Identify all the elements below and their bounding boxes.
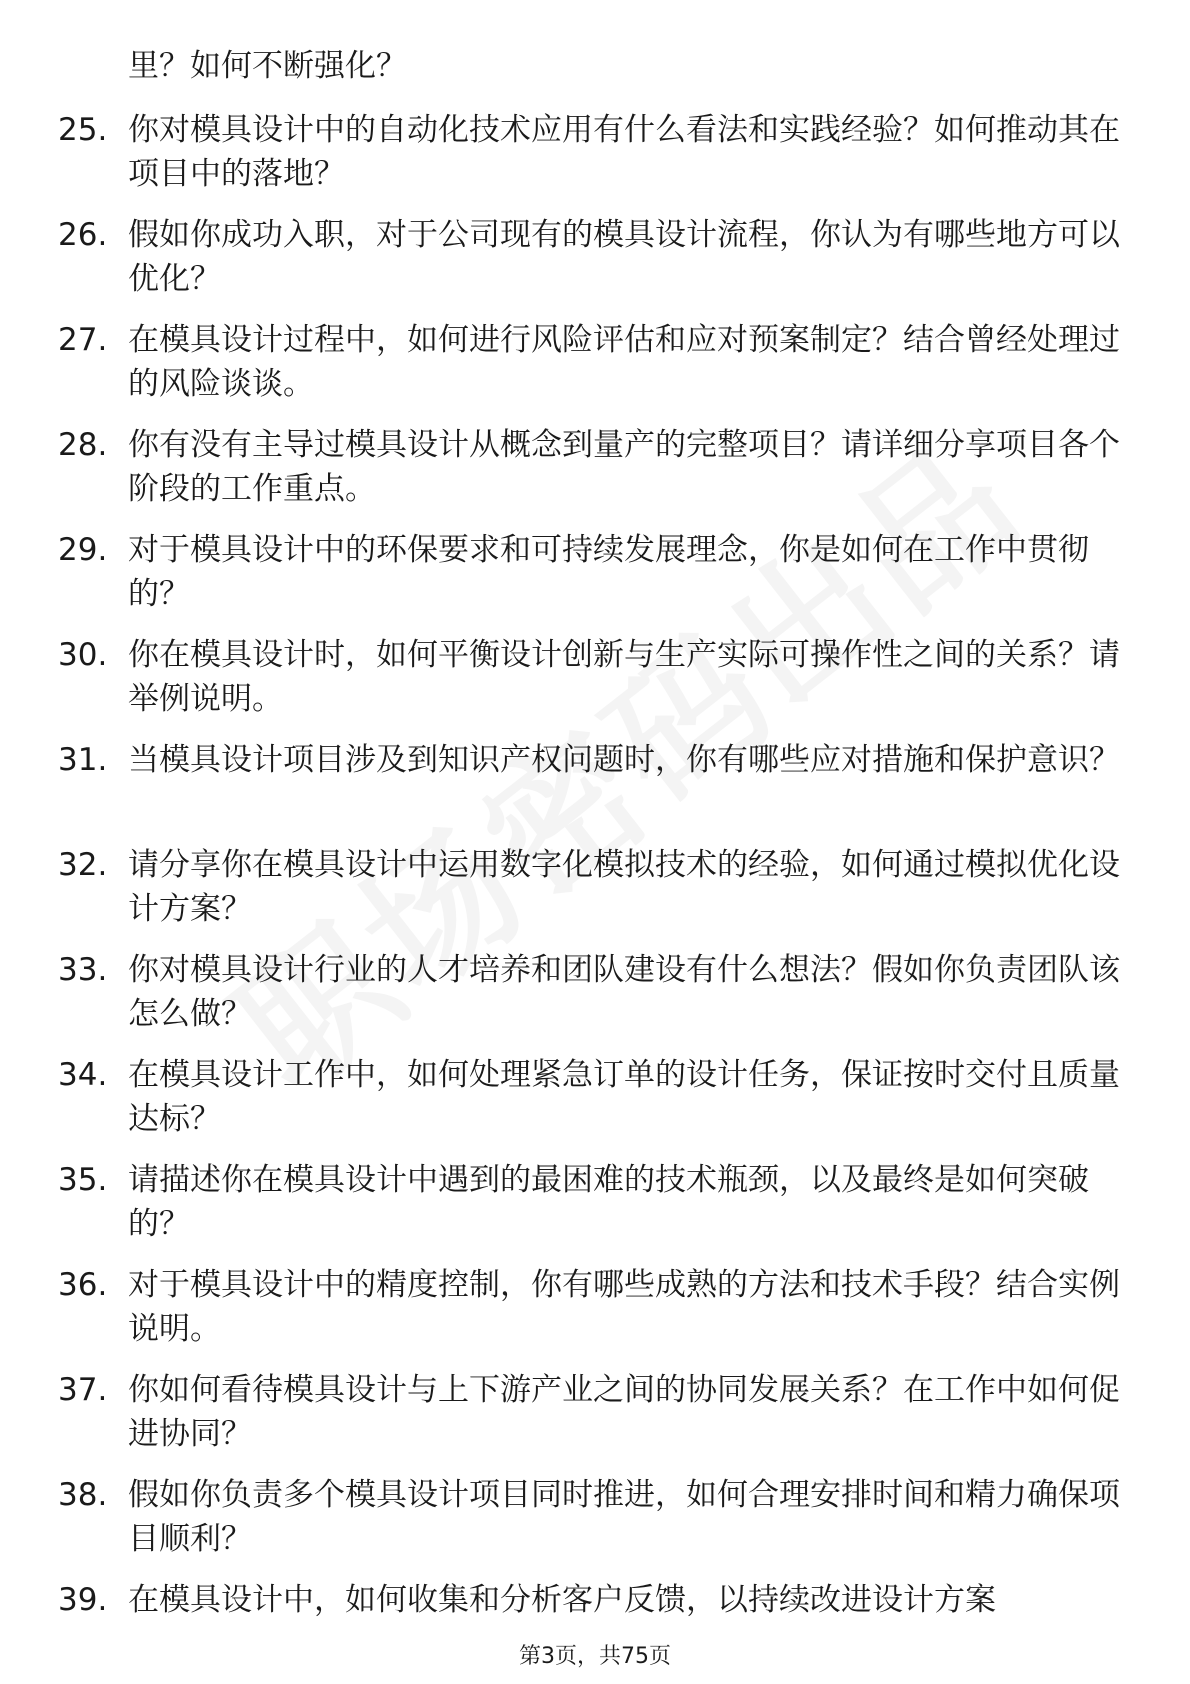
list-item bbox=[0, 1263, 1190, 1368]
item-text: 假如你成功入职，对于公司现有的模具设计流程，你认为有哪些地方可以优化？ bbox=[128, 217, 1120, 297]
item-number: 36. bbox=[58, 1267, 108, 1303]
item-number: 34. bbox=[58, 1057, 108, 1093]
list-item bbox=[0, 108, 1190, 213]
list-item bbox=[0, 633, 1190, 738]
item-text: 在模具设计过程中，如何进行风险评估和应对预案制定？结合曾经处理过的风险谈谈。 bbox=[128, 322, 1120, 402]
item-number: 27. bbox=[58, 322, 108, 358]
item-number: 38. bbox=[58, 1477, 108, 1513]
list-item bbox=[0, 1158, 1190, 1263]
item-text: 当模具设计项目涉及到知识产权问题时，你有哪些应对措施和保护意识？ bbox=[128, 742, 1120, 778]
item-number: 37. bbox=[58, 1372, 108, 1408]
list-item bbox=[0, 1473, 1190, 1578]
page-footer: 第3页，共75页 bbox=[519, 1644, 671, 1669]
list-item bbox=[0, 213, 1190, 318]
item-number: 31. bbox=[58, 742, 108, 778]
continuation-text: 里？如何不断强化？ bbox=[128, 48, 407, 84]
item-text: 请描述你在模具设计中遇到的最困难的技术瓶颈，以及最终是如何突破的？ bbox=[128, 1162, 1089, 1242]
list-item bbox=[0, 738, 1190, 843]
list-item bbox=[0, 1053, 1190, 1158]
item-text: 你在模具设计时，如何平衡设计创新与生产实际可操作性之间的关系？请举例说明。 bbox=[128, 637, 1120, 717]
item-number: 28. bbox=[58, 427, 108, 463]
item-text: 你有没有主导过模具设计从概念到量产的完整项目？请详细分享项目各个阶段的工作重点。 bbox=[128, 427, 1120, 507]
list-item bbox=[0, 948, 1190, 1053]
item-number: 33. bbox=[58, 952, 108, 988]
item-text: 假如你负责多个模具设计项目同时推进，如何合理安排时间和精力确保项目顺利？ bbox=[128, 1477, 1120, 1557]
item-number: 25. bbox=[58, 112, 108, 148]
item-text: 对于模具设计中的精度控制，你有哪些成熟的方法和技术手段？结合实例说明。 bbox=[128, 1267, 1120, 1347]
item-text: 在模具设计工作中，如何处理紧急订单的设计任务，保证按时交付且质量达标？ bbox=[128, 1057, 1120, 1137]
list-item bbox=[0, 423, 1190, 528]
list-item bbox=[0, 843, 1190, 948]
list-item bbox=[0, 1368, 1190, 1473]
item-number: 39. bbox=[58, 1582, 108, 1618]
item-number: 32. bbox=[58, 847, 108, 883]
item-number: 29. bbox=[58, 532, 108, 568]
list-item bbox=[0, 318, 1190, 423]
item-number: 35. bbox=[58, 1162, 108, 1198]
item-number: 30. bbox=[58, 637, 108, 673]
item-number: 26. bbox=[58, 217, 108, 253]
item-text: 对于模具设计中的环保要求和可持续发展理念，你是如何在工作中贯彻的？ bbox=[128, 532, 1089, 612]
item-text: 你如何看待模具设计与上下游产业之间的协同发展关系？在工作中如何促进协同？ bbox=[128, 1372, 1120, 1452]
item-text: 在模具设计中，如何收集和分析客户反馈，以持续改进设计方案 bbox=[128, 1582, 996, 1618]
item-text: 你对模具设计行业的人才培养和团队建设有什么想法？假如你负责团队该怎么做？ bbox=[128, 952, 1120, 1032]
item-text: 你对模具设计中的自动化技术应用有什么看法和实践经验？如何推动其在项目中的落地？ bbox=[128, 112, 1120, 192]
item-text: 请分享你在模具设计中运用数字化模拟技术的经验，如何通过模拟优化设计方案？ bbox=[128, 847, 1120, 927]
question-list bbox=[0, 108, 1190, 1683]
list-item bbox=[0, 528, 1190, 633]
